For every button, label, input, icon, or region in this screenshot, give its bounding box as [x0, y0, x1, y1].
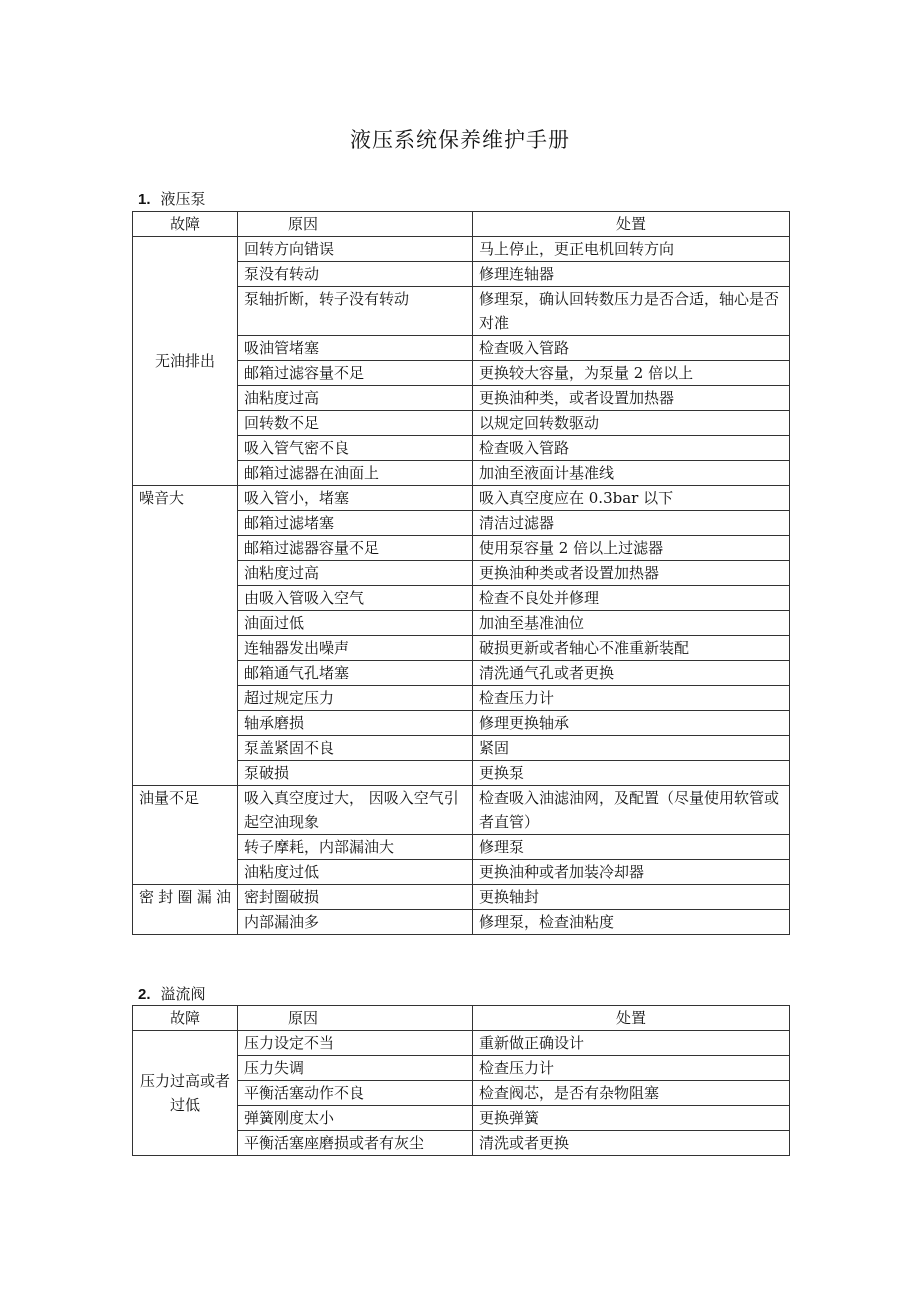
cause-cell: 油粘度过高	[238, 386, 473, 411]
fault-cell: 噪音大	[133, 486, 238, 786]
cause-cell: 连轴器发出噪声	[238, 636, 473, 661]
cause-cell: 吸入管气密不良	[238, 436, 473, 461]
action-cell: 紧固	[473, 736, 790, 761]
cause-cell: 油粘度过高	[238, 561, 473, 586]
cause-cell: 回转方向错误	[238, 237, 473, 262]
cause-cell: 泵轴折断，转子没有转动	[238, 287, 473, 336]
action-cell: 清洁过滤器	[473, 511, 790, 536]
cause-cell: 平衡活塞动作不良	[238, 1081, 473, 1106]
section-name: 液压泵	[160, 190, 206, 208]
cause-cell: 转子摩耗，内部漏油大	[238, 835, 473, 860]
cause-cell: 回转数不足	[238, 411, 473, 436]
header-fault: 故障	[133, 1006, 238, 1031]
cause-cell: 邮箱过滤器在油面上	[238, 461, 473, 486]
fault-cell: 压力过高或者过低	[133, 1031, 238, 1156]
action-cell: 以规定回转数驱动	[473, 411, 790, 436]
action-cell: 更换较大容量，为泵量 2 倍以上	[473, 361, 790, 386]
cause-cell: 吸油管堵塞	[238, 336, 473, 361]
table-row	[133, 486, 790, 511]
pump-fault-table	[132, 211, 790, 935]
cause-cell: 邮箱过滤器容量不足	[238, 536, 473, 561]
action-cell: 修理泵，检查油粘度	[473, 910, 790, 935]
action-cell: 检查阀芯，是否有杂物阻塞	[473, 1081, 790, 1106]
action-cell: 修理泵	[473, 835, 790, 860]
cause-cell: 轴承磨损	[238, 711, 473, 736]
cause-cell: 泵破损	[238, 761, 473, 786]
section-number: 2.	[138, 986, 151, 1003]
cause-cell: 邮箱过滤堵塞	[238, 511, 473, 536]
cause-cell: 油面过低	[238, 611, 473, 636]
cause-cell: 密封圈破损	[238, 885, 473, 910]
action-cell: 检查吸入管路	[473, 336, 790, 361]
header-fault: 故障	[133, 212, 238, 237]
action-cell: 更换油种类或者设置加热器	[473, 561, 790, 586]
table-row	[133, 786, 790, 835]
action-cell: 更换弹簧	[473, 1106, 790, 1131]
action-cell: 检查不良处并修理	[473, 586, 790, 611]
action-cell: 加油至基准油位	[473, 611, 790, 636]
document-title: 液压系统保养维护手册	[350, 128, 570, 152]
action-cell: 清洗或者更换	[473, 1131, 790, 1156]
action-cell: 更换轴封	[473, 885, 790, 910]
cause-cell: 超过规定压力	[238, 686, 473, 711]
section-heading-pump	[138, 188, 206, 209]
action-cell: 检查压力计	[473, 1056, 790, 1081]
header-action: 处置	[473, 212, 790, 237]
cause-cell: 吸入管小，堵塞	[238, 486, 473, 511]
action-cell: 破损更新或者轴心不准重新装配	[473, 636, 790, 661]
action-cell: 重新做正确设计	[473, 1031, 790, 1056]
cause-cell: 油粘度过低	[238, 860, 473, 885]
table-row	[133, 237, 790, 262]
header-action: 处置	[473, 1006, 790, 1031]
relief-valve-fault-table	[132, 1005, 790, 1156]
table-header-row	[133, 1006, 790, 1031]
action-cell: 马上停止，更正电机回转方向	[473, 237, 790, 262]
action-cell: 吸入真空度应在 0.3bar 以下	[473, 486, 790, 511]
fault-cell: 油量不足	[133, 786, 238, 885]
action-cell: 加油至液面计基准线	[473, 461, 790, 486]
action-cell: 检查吸入油滤油网，及配置（尽量使用软管或者直管）	[473, 786, 790, 835]
cause-cell: 吸入真空度过大， 因吸入空气引起空油现象	[238, 786, 473, 835]
action-cell: 更换油种或者加装冷却器	[473, 860, 790, 885]
section-number: 1.	[138, 191, 151, 208]
cause-cell: 压力设定不当	[238, 1031, 473, 1056]
fault-cell: 无油排出	[133, 237, 238, 486]
cause-cell: 泵没有转动	[238, 262, 473, 287]
cause-cell: 由吸入管吸入空气	[238, 586, 473, 611]
cause-cell: 泵盖紧固不良	[238, 736, 473, 761]
cause-cell: 弹簧刚度太小	[238, 1106, 473, 1131]
action-cell: 使用泵容量 2 倍以上过滤器	[473, 536, 790, 561]
cause-cell: 平衡活塞座磨损或者有灰尘	[238, 1131, 473, 1156]
action-cell: 清洗通气孔或者更换	[473, 661, 790, 686]
action-cell: 更换泵	[473, 761, 790, 786]
fault-cell: 密封圈漏油	[133, 885, 238, 935]
table-header-row	[133, 212, 790, 237]
action-cell: 检查吸入管路	[473, 436, 790, 461]
section-heading-relief-valve	[138, 983, 206, 1004]
action-cell: 更换油种类，或者设置加热器	[473, 386, 790, 411]
section-name: 溢流阀	[160, 985, 206, 1003]
table-row	[133, 1031, 790, 1056]
table-row	[133, 885, 790, 910]
cause-cell: 邮箱过滤容量不足	[238, 361, 473, 386]
cause-cell: 内部漏油多	[238, 910, 473, 935]
action-cell: 检查压力计	[473, 686, 790, 711]
action-cell: 修理泵，确认回转数压力是否合适，轴心是否对准	[473, 287, 790, 336]
action-cell: 修理连轴器	[473, 262, 790, 287]
header-cause: 原因	[238, 1006, 473, 1031]
cause-cell: 邮箱通气孔堵塞	[238, 661, 473, 686]
cause-cell: 压力失调	[238, 1056, 473, 1081]
action-cell: 修理更换轴承	[473, 711, 790, 736]
header-cause: 原因	[238, 212, 473, 237]
